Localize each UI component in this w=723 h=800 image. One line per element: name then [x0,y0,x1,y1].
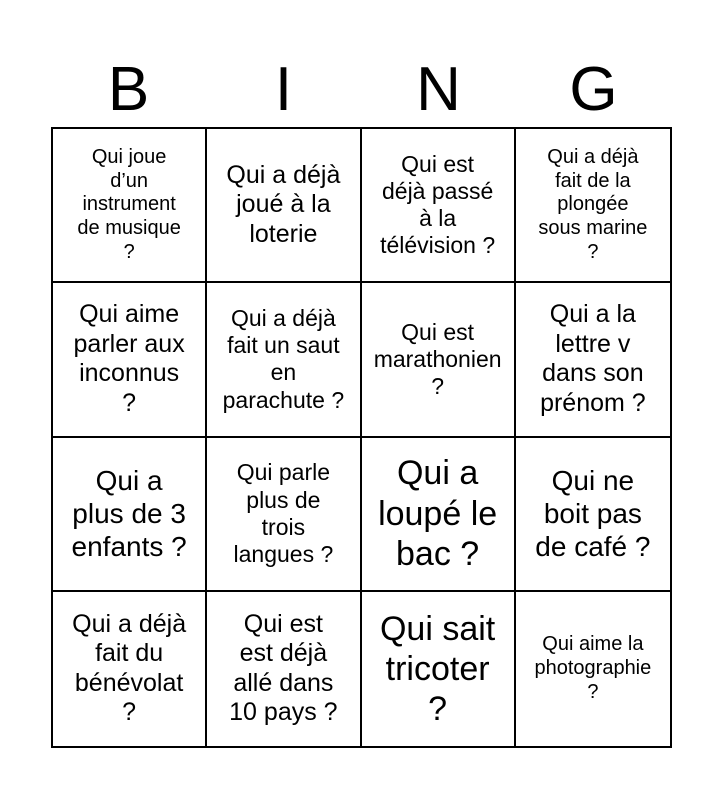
bingo-cell[interactable] [362,129,516,283]
bingo-cell[interactable] [516,438,670,592]
bingo-cell[interactable] [516,283,670,437]
cell-text: Qui a plus de 3 enfants ? [71,465,187,563]
cell-text: Qui est déjà passé à la télévision ? [380,150,496,259]
bingo-cell[interactable] [207,129,361,283]
header-letter-b: B [107,55,150,124]
cell-text: Qui parle plus de trois langues ? [233,459,334,567]
bingo-header [51,55,671,125]
bingo-board [51,127,672,748]
cell-text: Qui a déjà joué à la loterie [226,160,341,248]
header-letter-g: G [569,55,618,124]
cell-text: Qui est est déjà allé dans 10 pays ? [229,609,338,727]
cell-text: Qui a la lettre v dans son prénom ? [540,300,646,417]
bingo-cell[interactable] [207,592,361,746]
bingo-cell[interactable] [516,129,670,283]
cell-text: Qui ne boit pas de café ? [535,465,651,563]
cell-text: Qui a déjà fait du bénévolat ? [72,609,187,727]
cell-text: Qui aime la photographie ? [534,633,652,703]
header-letter-i: I [274,55,293,124]
bingo-cell[interactable] [516,592,670,746]
cell-text: Qui a déjà fait de la plongée sous marine ? [538,146,648,263]
bingo-cell[interactable] [53,438,207,592]
bingo-cell[interactable] [53,592,207,746]
bingo-cell[interactable] [53,129,207,283]
cell-text: Qui sait tricoter ? [379,609,496,728]
header-letter-n: N [416,55,461,124]
cell-text: Qui joue d’un instrument de musique ? [77,146,181,263]
bingo-cell[interactable] [362,283,516,437]
bingo-cell[interactable] [53,283,207,437]
cell-text: Qui a déjà fait un saut en parachute ? [222,305,345,413]
cell-text: Qui a loupé le bac ? [378,454,498,573]
bingo-cell[interactable] [207,283,361,437]
cell-text: Qui aime parler aux inconnus ? [73,300,185,417]
bingo-cell[interactable] [362,592,516,746]
cell-text: Qui est marathonien ? [373,318,502,399]
bingo-cell[interactable] [207,438,361,592]
bingo-cell[interactable] [362,438,516,592]
